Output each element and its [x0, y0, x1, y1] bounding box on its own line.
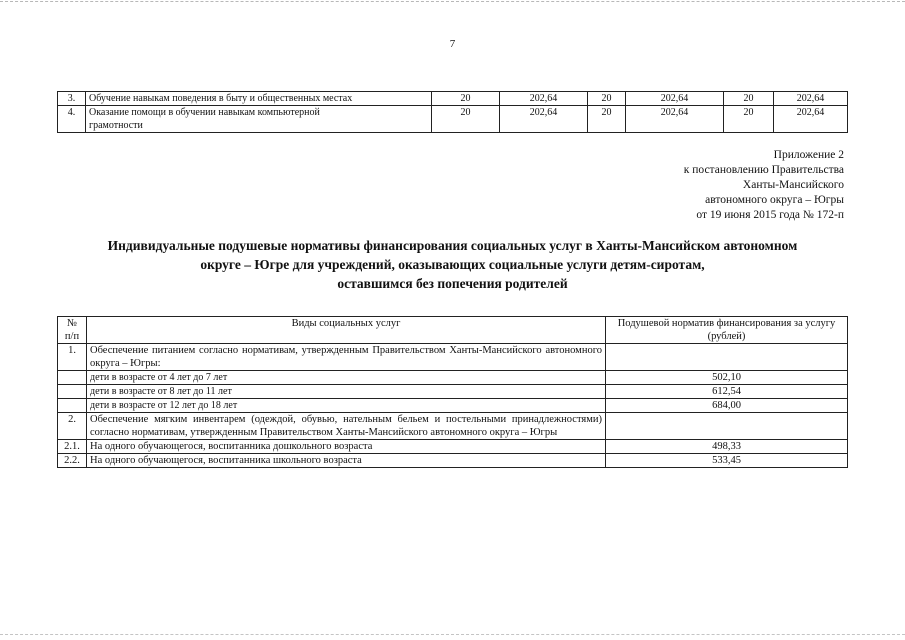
value-cell: 20: [724, 92, 774, 106]
column-header-norm: Подушевой норматив финансирования за услугу (рублей): [606, 317, 848, 344]
table-row: [58, 413, 848, 440]
service-name: На одного обучающегося, воспитанника дошкольного возраста: [87, 440, 606, 454]
financing-norms-table: [57, 316, 848, 468]
service-name: Обеспечение мягким инвентарем (одеждой, обувью, нательным бельем и постельными принадлежностями) согласно нормативам, утвержденным Правительством Ханты-Мансийского автономного округа – Югры: [87, 413, 606, 440]
service-name: [86, 106, 432, 133]
title-line: оставшимся без попечения родителей: [337, 276, 568, 291]
appendix-line: автономного округа – Югры: [705, 194, 844, 206]
value-cell: 20: [432, 92, 500, 106]
row-number: 4.: [58, 106, 86, 133]
service-name: Обеспечение питанием согласно нормативам, утвержденным Правительством Ханты-Мансийского автономного округа – Югры:: [87, 344, 606, 371]
value-cell: 502,10: [606, 371, 848, 385]
table-row: [58, 371, 848, 385]
service-name: дети в возрасте от 8 лет до 11 лет: [87, 385, 606, 399]
service-name: дети в возрасте от 12 лет до 18 лет: [87, 399, 606, 413]
appendix-line: от 19 июня 2015 года № 172-п: [696, 209, 844, 221]
header-text: п/п: [64, 331, 80, 342]
table-row: [58, 106, 848, 133]
header-text: №: [66, 318, 78, 329]
row-number: 2.: [58, 413, 87, 440]
row-number: [58, 399, 87, 413]
value-cell: 202,64: [774, 92, 848, 106]
value-cell: 202,64: [500, 92, 588, 106]
row-number: [58, 385, 87, 399]
value-cell: 533,45: [606, 454, 848, 468]
scan-edge-top: [0, 1, 905, 2]
value-cell: [606, 344, 848, 371]
page-number: 7: [449, 38, 456, 50]
row-number: 2.2.: [58, 454, 87, 468]
table-row: [58, 344, 848, 371]
value-cell: 202,64: [500, 106, 588, 133]
service-name-line: грамотности: [89, 120, 143, 131]
value-cell: [606, 413, 848, 440]
document-title: [40, 236, 865, 293]
value-cell: 202,64: [626, 92, 724, 106]
value-cell: 612,54: [606, 385, 848, 399]
table-header-row: [58, 317, 848, 344]
continued-services-table: [57, 91, 848, 133]
value-cell: 684,00: [606, 399, 848, 413]
value-cell: 498,33: [606, 440, 848, 454]
row-number: [58, 371, 87, 385]
table-row: [58, 385, 848, 399]
service-name: дети в возрасте от 4 лет до 7 лет: [87, 371, 606, 385]
value-cell: 202,64: [626, 106, 724, 133]
title-line: округе – Югре для учреждений, оказывающих социальные услуги детям-сиротам,: [200, 257, 705, 272]
service-name: Обучение навыкам поведения в быту и общественных местах: [86, 92, 432, 106]
table-row: [58, 440, 848, 454]
table-row: [58, 454, 848, 468]
service-name-line: Оказание помощи в обучении навыкам компьютерной: [89, 107, 320, 118]
value-cell: 20: [588, 106, 626, 133]
column-header-number: [58, 317, 87, 344]
appendix-line: Ханты-Мансийского: [742, 179, 844, 191]
column-header-services: Виды социальных услуг: [87, 317, 606, 344]
row-number: 1.: [58, 344, 87, 371]
scan-edge-bottom: [0, 634, 905, 635]
value-cell: 20: [588, 92, 626, 106]
row-number: 3.: [58, 92, 86, 106]
appendix-header: [684, 148, 844, 223]
appendix-line: Приложение 2: [773, 149, 844, 161]
value-cell: 202,64: [774, 106, 848, 133]
appendix-line: к постановлению Правительства: [683, 164, 844, 176]
title-line: Индивидуальные подушевые нормативы финансирования социальных услуг в Ханты-Мансийском автономном: [107, 238, 798, 253]
table-row: [58, 399, 848, 413]
row-number: 2.1.: [58, 440, 87, 454]
value-cell: 20: [432, 106, 500, 133]
service-name: На одного обучающегося, воспитанника школьного возраста: [87, 454, 606, 468]
table-row: [58, 92, 848, 106]
value-cell: 20: [724, 106, 774, 133]
